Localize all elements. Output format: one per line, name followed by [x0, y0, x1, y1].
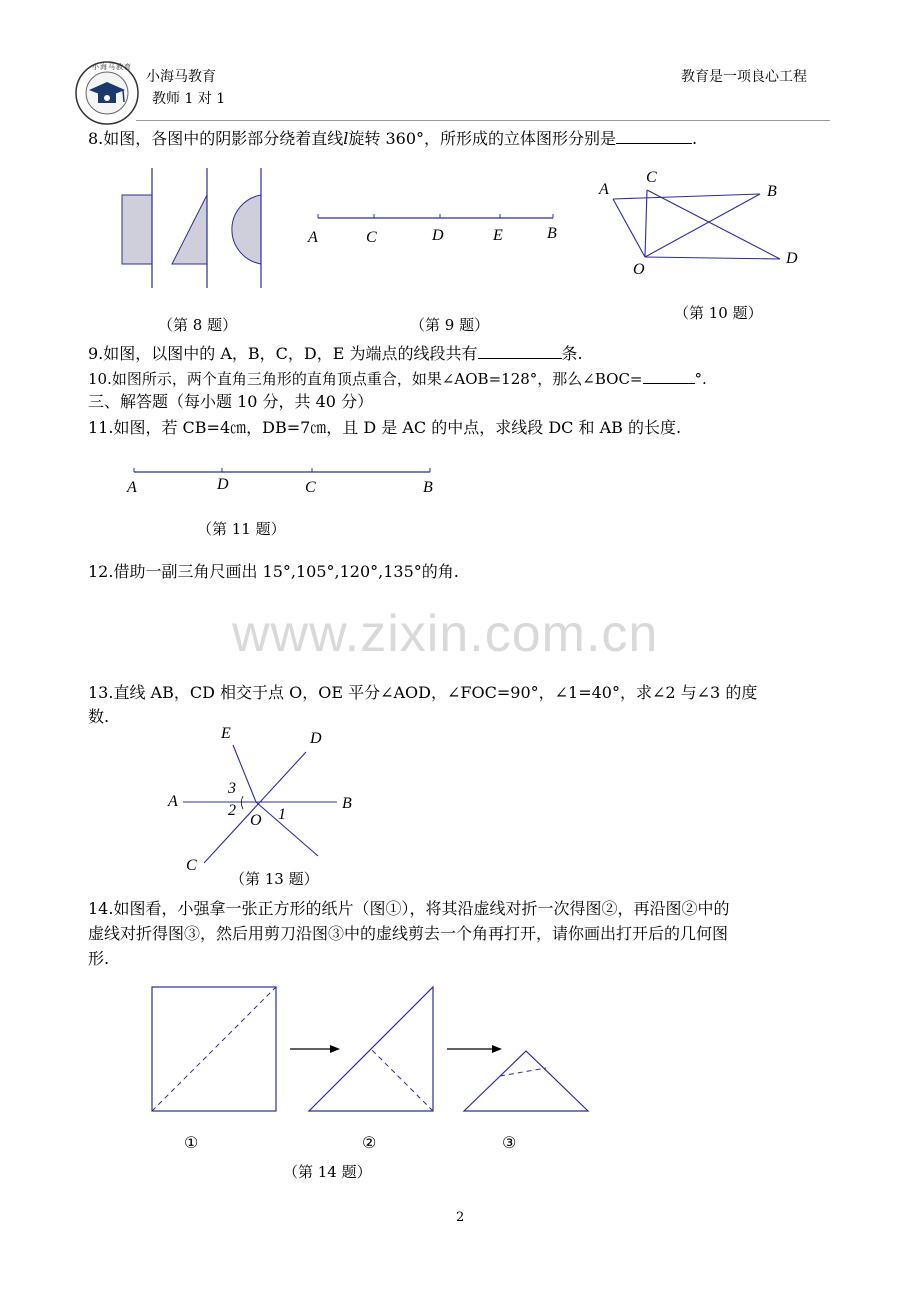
fig10-label-o: O [633, 261, 645, 278]
fig14-label-1: ① [184, 1133, 199, 1152]
fig13-label-d: D [310, 730, 322, 747]
fig13-label-angle-3: 3 [228, 780, 236, 797]
question-13-line-2: 数. [88, 707, 110, 726]
q10-text-pre: 10.如图所示，两个直角三角形的直角顶点重合，如果∠AOB=128°，那么∠BOC= [88, 370, 643, 388]
fig14-square [152, 987, 276, 1111]
fig10-label-d: D [786, 250, 798, 267]
q9-text-post: 条. [561, 344, 583, 363]
header-motto: 教育是一项良心工程 [681, 69, 807, 85]
question-14-line-3: 形. [88, 949, 110, 968]
fig13-label-a: A [168, 793, 178, 810]
question-11: 11.如图，若 CB=4㎝，DB=7㎝，且 D 是 AC 的中点，求线段 DC 和 AB 的长度. [88, 418, 682, 437]
fig9-label-b: B [547, 225, 557, 242]
fig11-label-a: A [127, 479, 137, 496]
fig14-small-triangle [464, 1051, 588, 1111]
fig13-label-e: E [221, 725, 231, 742]
fig14-caption: （第 14 题） [283, 1163, 372, 1181]
org-subtitle: 教师 1 对 1 [152, 91, 226, 107]
q9-text-pre: 9.如图，以图中的 A，B，C，D，E 为端点的线段共有 [88, 344, 478, 363]
fig13-label-angle-1: 1 [278, 806, 286, 823]
fig10-caption: （第 10 题） [674, 304, 763, 322]
question-14-line-2: 虚线对折得图③，然后用剪刀沿图③中的虚线剪去一个角再打开，请你画出打开后的几何图 [88, 924, 729, 943]
question-14-line-1: 14.如图看，小强拿一张正方形的纸片（图①），将其沿虚线对折一次得图②，再沿图②中的 [88, 899, 730, 918]
fig11-label-b: B [423, 479, 433, 496]
fig14-label-3: ③ [502, 1133, 517, 1152]
fig11-label-d: D [217, 476, 229, 493]
fig14-triangle-fold-line [371, 1049, 433, 1111]
fig13-label-b: B [342, 795, 352, 812]
page-number: 2 [456, 1210, 465, 1225]
question-12: 12.借助一副三角尺画出 15°,105°,120°,135°的角. [88, 562, 459, 581]
watermark: www.zixin.com.cn [232, 605, 659, 663]
fig11-caption: （第 11 题） [197, 520, 286, 538]
section-3-heading: 三、解答题（每小题 10 分，共 40 分） [88, 392, 374, 411]
fig14-label-2: ② [362, 1133, 377, 1152]
fig10-label-b: B [767, 183, 777, 200]
fig8-caption: （第 8 题） [158, 316, 238, 334]
fig13-caption: （第 13 题） [230, 870, 319, 888]
fig10-label-c: C [646, 169, 657, 186]
fig9-label-d: D [432, 227, 444, 244]
fig11-label-c: C [305, 479, 316, 496]
question-13-line-1: 13.直线 AB，CD 相交于点 O，OE 平分∠AOD，∠FOC=90°，∠1=40°，求∠2 与∠3 的度 [88, 683, 758, 702]
fig9-label-c: C [366, 229, 377, 246]
fig10-label-a: A [599, 181, 609, 198]
arrow-right-icon [492, 1045, 502, 1053]
arrow-right-icon [330, 1045, 340, 1053]
fig13-label-c: C [186, 857, 197, 874]
fig9-label-a: A [308, 229, 318, 246]
q10-text-post: °. [694, 370, 707, 388]
org-name: 小海马教育 [146, 69, 216, 85]
q8-var-l: l [343, 129, 349, 148]
fig14-square-fold-line [152, 987, 276, 1111]
fig13-label-angle-2: 2 [228, 802, 236, 819]
logo-text: 小海马教育 [92, 63, 132, 71]
q8-end: . [692, 129, 698, 148]
fig13-label-o: O [250, 812, 262, 829]
fig9-caption: （第 9 题） [410, 316, 490, 334]
q8-text-post: 旋转 360°，所形成的立体图形分别是 [348, 129, 617, 148]
fig9-label-e: E [493, 227, 503, 244]
q8-text-pre: 8.如图，各图中的阴影部分绕着直线 [88, 129, 344, 148]
